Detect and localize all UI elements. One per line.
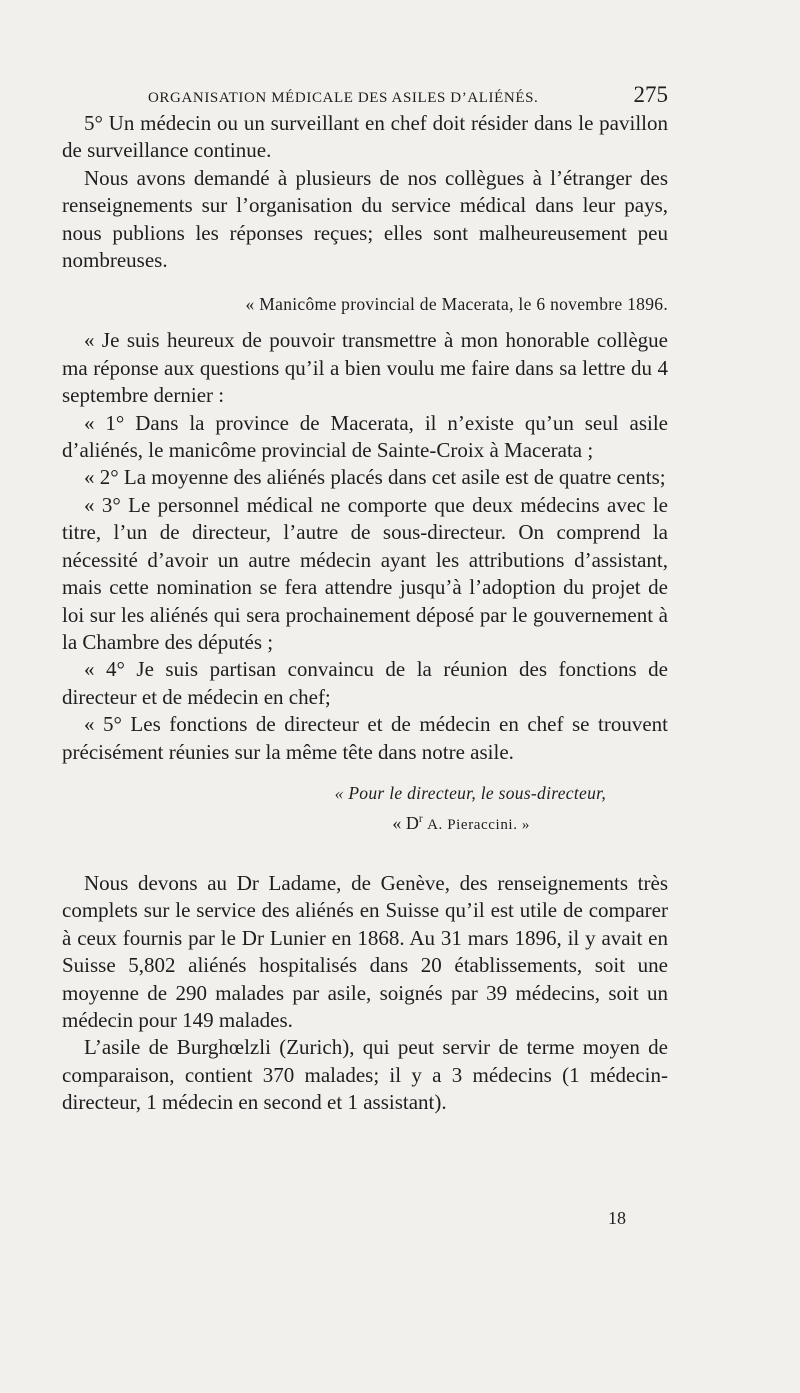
page-number: 275 bbox=[633, 82, 668, 107]
letter-point-5: « 5° Les fonctions de directeur et de médecin en chef se trouvent précisément réunies sur la même tête dans notre asile. bbox=[62, 712, 668, 764]
paragraph-switzerland: Nous devons au Dr Ladame, de Genève, des renseignements très complets sur le service des aliénés en Suisse qu’il est utile de comparer à ceux fournis par le Dr Lunier en 1868. Au 31 mars 1896, il y avait en Suisse 5,802 aliénés hospitalisés dans 20 établissements, soit une moyenne de 290 malades par asile, soignés par 39 médecins, soit un médecin pour 149 malades. bbox=[62, 870, 668, 1032]
signature-open: « D bbox=[392, 812, 419, 833]
running-title: ORGANISATION MÉDICALE DES ASILES D’ALIÉNÉS. bbox=[148, 90, 539, 106]
letter-signature-role: « Pour le directeur, le sous-directeur, bbox=[334, 782, 606, 803]
signature-title-sup: r bbox=[418, 812, 423, 825]
running-header bbox=[62, 82, 668, 110]
letter-dateline: « Manicôme provincial de Macerata, le 6 novembre 1896. bbox=[245, 294, 668, 315]
paragraph-intro: Nous avons demandé à plusieurs de nos collègues à l’étranger des renseignements sur l’organisation du service médical dans leur pays, nous publions les réponses reçues; elles sont malheureusement peu nombreuses. bbox=[62, 165, 668, 273]
letter-point-4: « 4° Je suis partisan convaincu de la réunion des fonctions de directeur et de médecin en chef; bbox=[62, 657, 668, 709]
signature-mark: 18 bbox=[608, 1208, 626, 1228]
letter-opening: « Je suis heureux de pouvoir transmettre à mon honorable collègue ma réponse aux questions qu’il a bien voulu me faire dans sa lettre du 4 septembre dernier : bbox=[62, 328, 668, 408]
letter-point-3: « 3° Le personnel médical ne comporte que deux médecins avec le titre, l’un de directeur, l’autre de sous-directeur. On comprend la nécessité d’avoir un autre médecin ayant les attributions d’assistant, mais cette nomination se fera attendre jusqu’à l’adoption du projet de loi sur les aliénés qui sera prochainement déposé par le gouvernement à la Chambre des députés ; bbox=[62, 492, 668, 654]
signature-name: A. Pieraccini. » bbox=[427, 816, 530, 833]
letter-signature-name bbox=[62, 808, 668, 840]
paragraph-burghoelzli: L’asile de Burghœlzli (Zurich), qui peut servir de terme moyen de comparaison, contient 370 malades; il y a 3 médecins (1 médecin-directeur, 1 médecin en second et 1 assistant). bbox=[62, 1035, 668, 1115]
letter-point-1: « 1° Dans la province de Macerata, il n’existe qu’un seul asile d’aliénés, le manicôme provincial de Sainte-Croix à Macerata ; bbox=[62, 410, 668, 463]
paragraph-item-5: 5° Un médecin ou un surveillant en chef doit résider dans le pavillon de surveillance continue. bbox=[62, 111, 668, 163]
letter-point-2: « 2° La moyenne des aliénés placés dans cet asile est de quatre cents; bbox=[84, 465, 666, 490]
book-page bbox=[62, 82, 668, 1117]
